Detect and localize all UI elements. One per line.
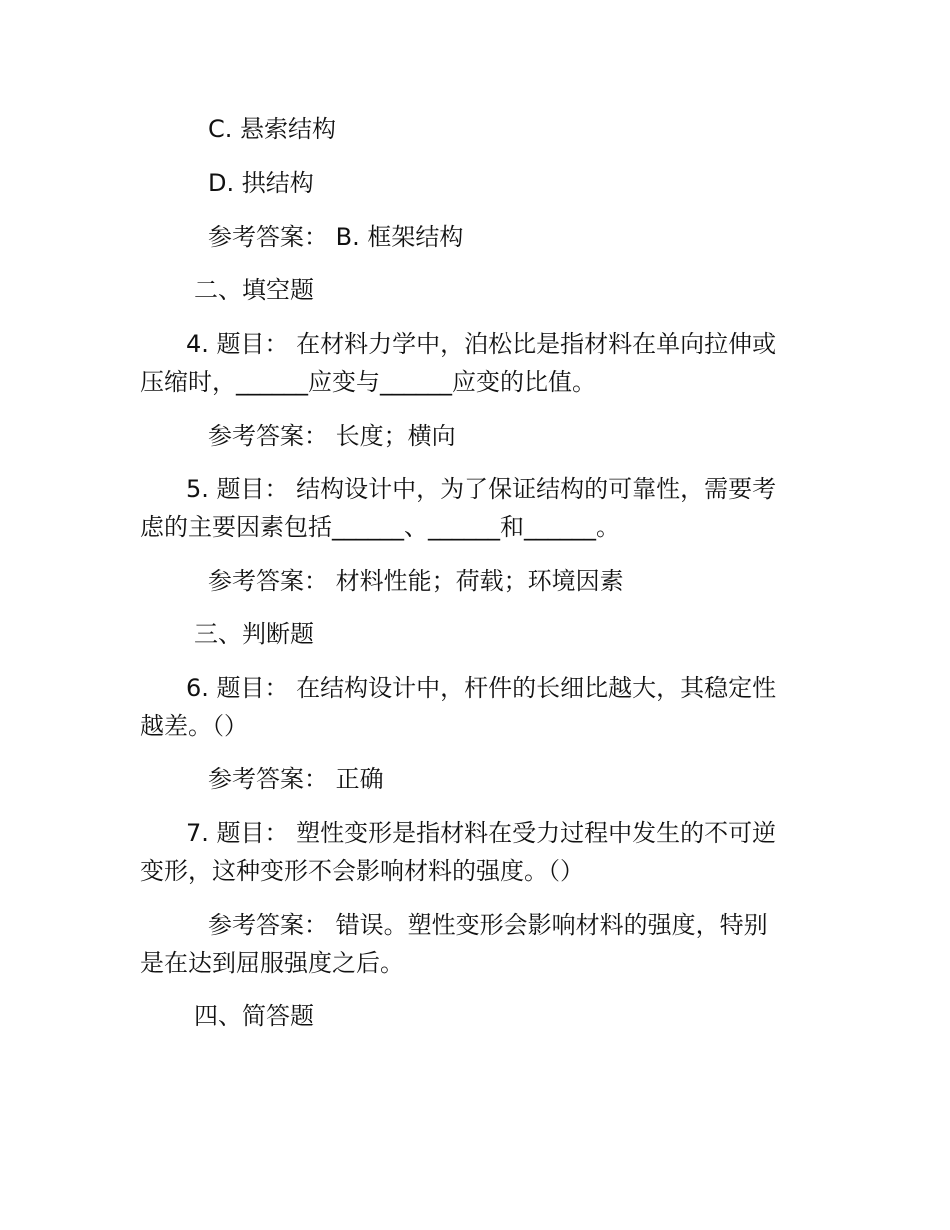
answer-q7-line2: 是在达到屈服强度之后。 bbox=[140, 949, 404, 977]
answer-q7-line1: 参考答案： 错误。塑性变形会影响材料的强度，特别 bbox=[208, 911, 768, 939]
question-6-line1: 6. 题目： 在结构设计中，杆件的长细比越大，其稳定性 bbox=[186, 674, 777, 702]
answer-q3: 参考答案： B. 框架结构 bbox=[208, 223, 464, 251]
question-6-line2: 越差。（） bbox=[140, 712, 248, 740]
question-4-line2: 压缩时，______应变与______应变的比值。 bbox=[140, 368, 596, 396]
question-5-line2: 虑的主要因素包括______、______和______。 bbox=[140, 513, 620, 541]
question-5-line1: 5. 题目： 结构设计中，为了保证结构的可靠性，需要考 bbox=[186, 475, 777, 503]
answer-q5: 参考答案： 材料性能；荷载；环境因素 bbox=[208, 567, 624, 595]
section-heading-fill-in: 二、填空题 bbox=[194, 276, 314, 304]
question-7-line2: 变形，这种变形不会影响材料的强度。（） bbox=[140, 857, 584, 885]
answer-q6: 参考答案： 正确 bbox=[208, 765, 384, 793]
section-heading-true-false: 三、判断题 bbox=[194, 620, 314, 648]
question-7-line1: 7. 题目： 塑性变形是指材料在受力过程中发生的不可逆 bbox=[186, 819, 777, 847]
question-4-line1: 4. 题目： 在材料力学中，泊松比是指材料在单向拉伸或 bbox=[186, 330, 777, 358]
option-d: D. 拱结构 bbox=[208, 169, 314, 197]
option-c: C. 悬索结构 bbox=[208, 115, 337, 143]
answer-q4: 参考答案： 长度；横向 bbox=[208, 422, 456, 450]
section-heading-short-answer: 四、简答题 bbox=[194, 1002, 314, 1030]
